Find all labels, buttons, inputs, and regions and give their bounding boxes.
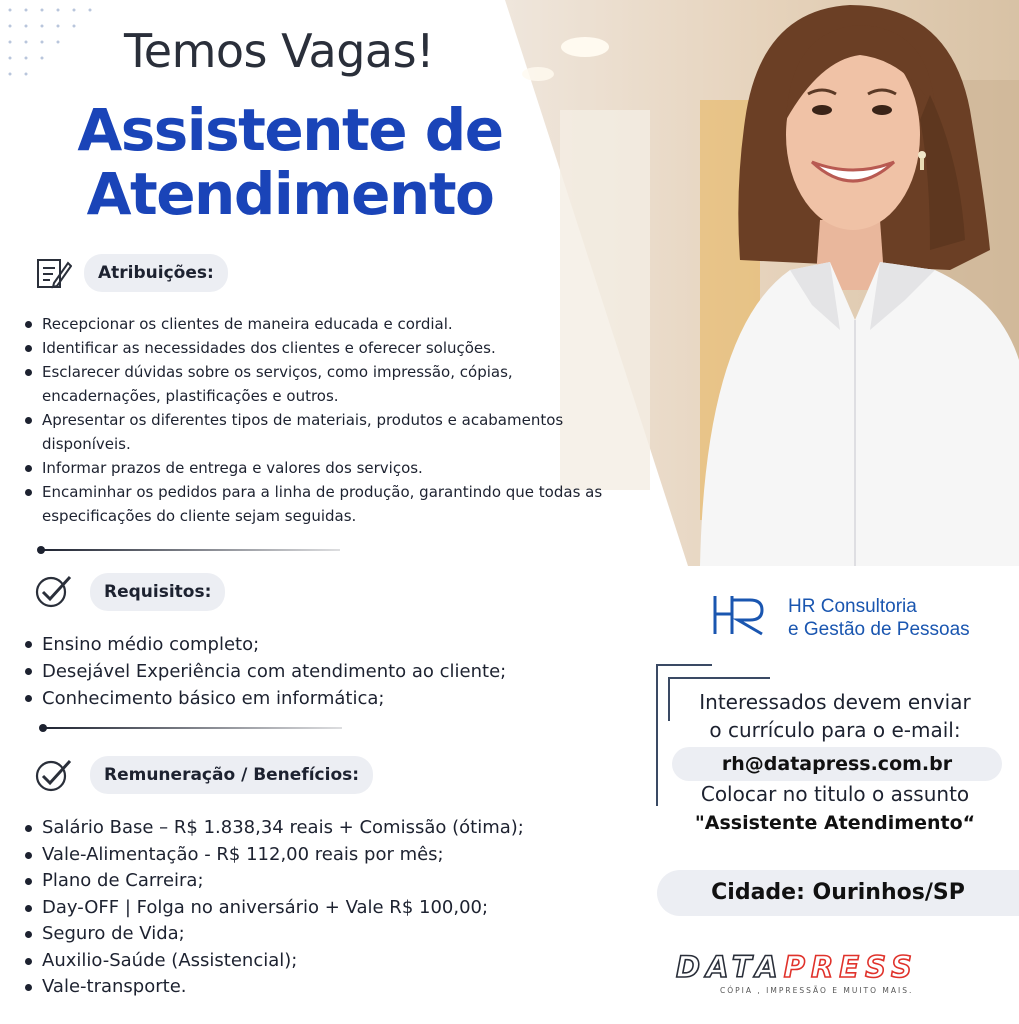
list-item: Encaminhar os pedidos para a linha de produção, garantindo que todas as especificações do cliente sejam seguidas.: [22, 480, 622, 528]
dot-pattern-decoration: [6, 6, 96, 86]
list-item: Desejável Experiência com atendimento ao cliente;: [22, 658, 612, 685]
section-divider: [42, 727, 342, 729]
check-circle-icon: [34, 757, 74, 793]
list-item: Conhecimento básico em informática;: [22, 685, 612, 712]
kicker-title: Temos Vagas!: [124, 24, 435, 78]
contact-instruction-2: o currículo para o e-mail:: [709, 718, 961, 742]
requisitos-list: [22, 631, 612, 712]
document-pen-icon: [36, 257, 72, 291]
city-badge: Cidade: Ourinhos/SP: [657, 870, 1019, 916]
list-item: Salário Base – R$ 1.838,34 reais + Comissão (ótima);: [22, 815, 632, 842]
list-item: Esclarecer dúvidas sobre os serviços, como impressão, cópias, encadernações, plastificações e outros.: [22, 360, 622, 408]
section-title-requisitos: Requisitos:: [90, 573, 225, 611]
job-title-line2: Atendimento: [86, 160, 494, 228]
list-item: Plano de Carreira;: [22, 868, 632, 895]
atribuicoes-list: [22, 312, 622, 528]
list-item: Seguro de Vida;: [22, 921, 632, 948]
datapress-logo: [676, 950, 918, 984]
brand-part2: PRESS: [783, 950, 918, 984]
company-name: [788, 595, 970, 641]
list-item: Auxilio-Saúde (Assistencial);: [22, 948, 632, 975]
remuneracao-list: [22, 815, 632, 1001]
company-name-line1: HR Consultoria: [788, 596, 917, 617]
job-title-line1: Assistente de: [77, 96, 503, 164]
list-item: Day-OFF | Folga no aniversário + Vale R$ 100,00;: [22, 895, 632, 922]
list-item: Ensino médio completo;: [22, 631, 612, 658]
hr-logo-text: HR: [712, 594, 714, 595]
email-subject: "Assistente Atendimento“: [694, 812, 976, 834]
contact-instruction-1: Interessados devem enviar: [699, 690, 971, 714]
company-name-line2: e Gestão de Pessoas: [788, 619, 970, 640]
brand-tagline: CÓPIA , IMPRESSÃO E MUITO MAIS.: [720, 986, 914, 995]
list-item: Vale-Alimentação - R$ 112,00 reais por mês;: [22, 842, 632, 869]
decorative-frame: [668, 677, 770, 679]
list-item: Informar prazos de entrega e valores dos serviços.: [22, 456, 622, 480]
hr-logo-mark: [712, 594, 768, 636]
check-circle-icon: [34, 573, 74, 609]
decorative-frame: [656, 664, 658, 806]
list-item: Vale-transporte.: [22, 974, 632, 1001]
section-divider: [40, 549, 340, 551]
section-title-atribuicoes: Atribuições:: [84, 254, 228, 292]
job-title: [40, 98, 540, 226]
list-item: Apresentar os diferentes tipos de materiais, produtos e acabamentos disponíveis.: [22, 408, 622, 456]
section-title-remuneracao: Remuneração / Benefícios:: [90, 756, 373, 794]
contact-email[interactable]: rh@datapress.com.br: [672, 747, 1002, 781]
list-item: Identificar as necessidades dos clientes e oferecer soluções.: [22, 336, 622, 360]
brand-part1: DATA: [676, 950, 784, 984]
list-item: Recepcionar os clientes de maneira educada e cordial.: [22, 312, 622, 336]
contact-instruction-3: Colocar no titulo o assunto: [700, 782, 970, 806]
decorative-frame: [656, 664, 712, 666]
